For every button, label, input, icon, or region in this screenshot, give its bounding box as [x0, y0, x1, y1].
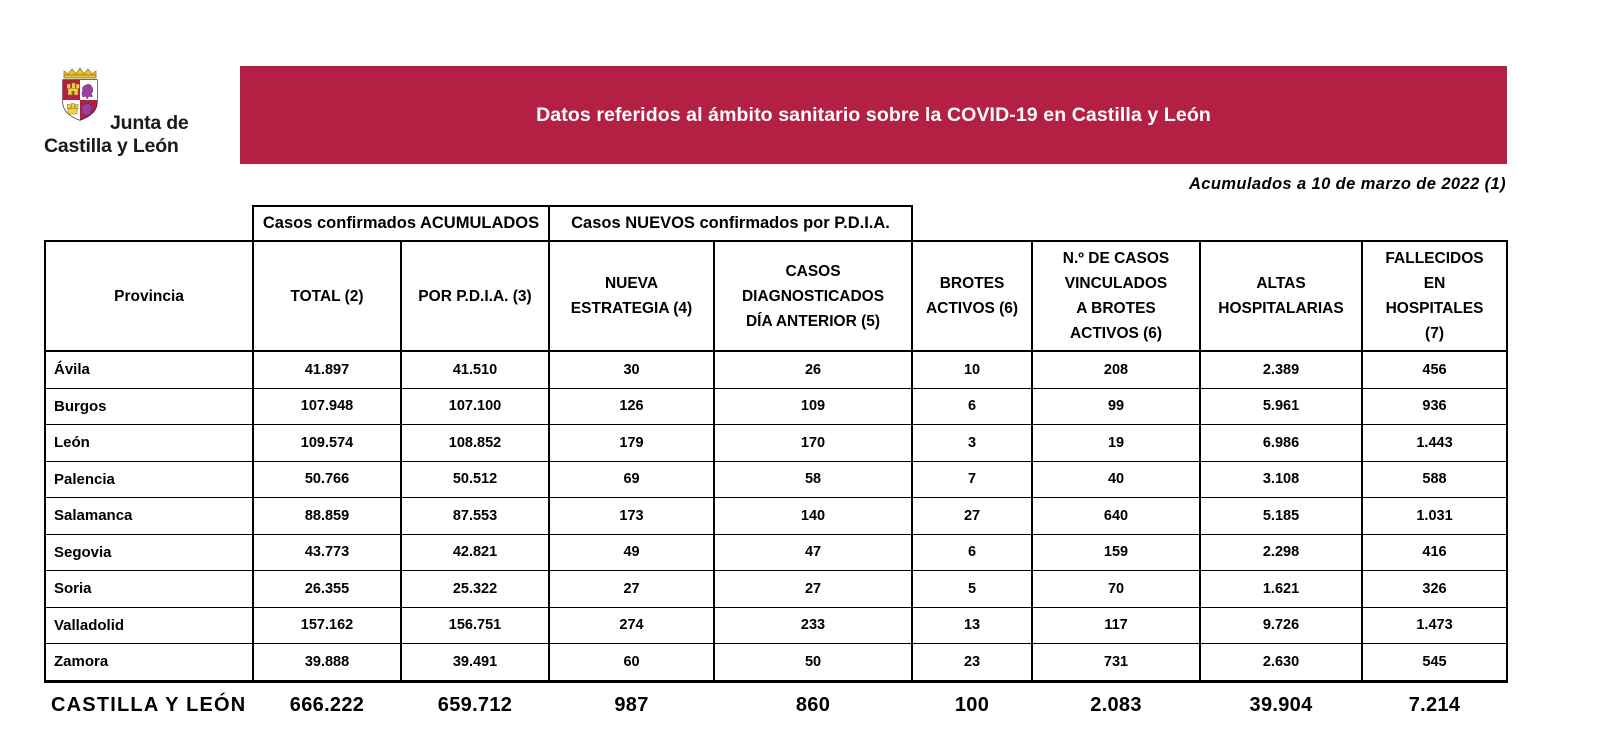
cell-total: 157.162 — [253, 607, 401, 644]
cell-casos-vinculados: 19 — [1032, 425, 1200, 462]
column-header-por-pdia: POR P.D.I.A. (3) — [401, 241, 549, 351]
cell-provincia: Segovia — [45, 534, 253, 571]
table-body — [45, 351, 1507, 681]
cell-altas: 6.986 — [1200, 425, 1362, 462]
cell-provincia: Valladolid — [45, 607, 253, 644]
column-header-brotes-activos: BROTES ACTIVOS (6) — [912, 241, 1032, 351]
junta-logo-line2: Castilla y León — [44, 135, 179, 157]
table-totals-row — [45, 681, 1507, 728]
table-row — [45, 534, 1507, 571]
cell-brotes-activos: 5 — [912, 571, 1032, 608]
cell-provincia: Salamanca — [45, 498, 253, 535]
cell-por-pdia: 39.491 — [401, 644, 549, 682]
cell-nueva-estrategia: 126 — [549, 388, 714, 425]
totals-nueva-estrategia: 987 — [549, 681, 714, 728]
totals-altas: 39.904 — [1200, 681, 1362, 728]
cell-total: 50.766 — [253, 461, 401, 498]
cell-nueva-estrategia: 49 — [549, 534, 714, 571]
table-row — [45, 644, 1507, 682]
page-header — [0, 60, 1600, 170]
cell-total: 41.897 — [253, 351, 401, 388]
totals-por-pdia: 659.712 — [401, 681, 549, 728]
totals-casos-vinculados: 2.083 — [1032, 681, 1200, 728]
cell-dia-anterior: 170 — [714, 425, 912, 462]
cell-nueva-estrategia: 179 — [549, 425, 714, 462]
cell-fallecidos: 545 — [1362, 644, 1507, 682]
cell-por-pdia: 41.510 — [401, 351, 549, 388]
group-header-casos-nuevos: Casos NUEVOS confirmados por P.D.I.A. — [549, 206, 912, 241]
cell-casos-vinculados: 117 — [1032, 607, 1200, 644]
column-header-fallecidos: FALLECIDOS EN HOSPITALES (7) — [1362, 241, 1507, 351]
group-header-empty-right — [912, 206, 1507, 241]
junta-logo — [44, 64, 234, 168]
totals-total: 666.222 — [253, 681, 401, 728]
table-row — [45, 351, 1507, 388]
cell-fallecidos: 326 — [1362, 571, 1507, 608]
cell-dia-anterior: 27 — [714, 571, 912, 608]
column-header-altas-hospitalarias: ALTAS HOSPITALARIAS — [1200, 241, 1362, 351]
cell-altas: 9.726 — [1200, 607, 1362, 644]
cell-provincia: Palencia — [45, 461, 253, 498]
group-header-empty-left — [45, 206, 253, 241]
column-header-casos-vinculados: N.º DE CASOS VINCULADOS A BROTES ACTIVOS (6) — [1032, 241, 1200, 351]
cell-nueva-estrategia: 60 — [549, 644, 714, 682]
covid-data-table — [44, 205, 1508, 728]
cell-brotes-activos: 6 — [912, 388, 1032, 425]
table-row — [45, 607, 1507, 644]
group-header-casos-acumulados: Casos confirmados ACUMULADOS — [253, 206, 549, 241]
banner-title: Datos referidos al ámbito sanitario sobre la COVID-19 en Castilla y León — [536, 103, 1211, 126]
cell-por-pdia: 25.322 — [401, 571, 549, 608]
cell-provincia: Soria — [45, 571, 253, 608]
table-row — [45, 461, 1507, 498]
cell-provincia: Ávila — [45, 351, 253, 388]
table-row — [45, 388, 1507, 425]
cell-altas: 2.389 — [1200, 351, 1362, 388]
cell-brotes-activos: 27 — [912, 498, 1032, 535]
cell-altas: 2.630 — [1200, 644, 1362, 682]
cell-dia-anterior: 140 — [714, 498, 912, 535]
covid-data-table-wrapper — [44, 205, 1506, 728]
cell-nueva-estrategia: 69 — [549, 461, 714, 498]
cell-dia-anterior: 58 — [714, 461, 912, 498]
cell-nueva-estrategia: 30 — [549, 351, 714, 388]
cell-por-pdia: 108.852 — [401, 425, 549, 462]
totals-dia-anterior: 860 — [714, 681, 912, 728]
title-banner — [240, 66, 1507, 164]
table-column-header-row — [45, 241, 1507, 351]
cell-casos-vinculados: 208 — [1032, 351, 1200, 388]
cell-fallecidos: 588 — [1362, 461, 1507, 498]
table-group-header-row — [45, 206, 1507, 241]
column-header-total: TOTAL (2) — [253, 241, 401, 351]
cell-fallecidos: 1.031 — [1362, 498, 1507, 535]
cell-dia-anterior: 26 — [714, 351, 912, 388]
cell-brotes-activos: 6 — [912, 534, 1032, 571]
table-row — [45, 498, 1507, 535]
table-row — [45, 425, 1507, 462]
cell-total: 107.948 — [253, 388, 401, 425]
cell-provincia: León — [45, 425, 253, 462]
junta-logo-text — [44, 112, 234, 158]
cell-dia-anterior: 50 — [714, 644, 912, 682]
cell-casos-vinculados: 159 — [1032, 534, 1200, 571]
totals-label: CASTILLA Y LEÓN — [45, 681, 253, 728]
cell-altas: 5.185 — [1200, 498, 1362, 535]
cell-dia-anterior: 109 — [714, 388, 912, 425]
cell-altas: 3.108 — [1200, 461, 1362, 498]
junta-logo-line1: Junta de — [110, 112, 189, 134]
cell-por-pdia: 42.821 — [401, 534, 549, 571]
cell-casos-vinculados: 99 — [1032, 388, 1200, 425]
cell-brotes-activos: 13 — [912, 607, 1032, 644]
column-header-dia-anterior: CASOS DIAGNOSTICADOS DÍA ANTERIOR (5) — [714, 241, 912, 351]
cell-brotes-activos: 3 — [912, 425, 1032, 462]
cell-fallecidos: 1.443 — [1362, 425, 1507, 462]
cell-nueva-estrategia: 27 — [549, 571, 714, 608]
cell-total: 88.859 — [253, 498, 401, 535]
cell-total: 109.574 — [253, 425, 401, 462]
cell-nueva-estrategia: 173 — [549, 498, 714, 535]
column-header-provincia: Provincia — [45, 241, 253, 351]
cell-total: 26.355 — [253, 571, 401, 608]
cell-por-pdia: 87.553 — [401, 498, 549, 535]
cell-fallecidos: 456 — [1362, 351, 1507, 388]
cell-casos-vinculados: 731 — [1032, 644, 1200, 682]
cell-dia-anterior: 47 — [714, 534, 912, 571]
cell-brotes-activos: 23 — [912, 644, 1032, 682]
totals-brotes-activos: 100 — [912, 681, 1032, 728]
cell-nueva-estrategia: 274 — [549, 607, 714, 644]
cell-casos-vinculados: 640 — [1032, 498, 1200, 535]
cell-altas: 2.298 — [1200, 534, 1362, 571]
table-row — [45, 571, 1507, 608]
cell-casos-vinculados: 70 — [1032, 571, 1200, 608]
cell-fallecidos: 416 — [1362, 534, 1507, 571]
cell-brotes-activos: 10 — [912, 351, 1032, 388]
totals-fallecidos: 7.214 — [1362, 681, 1507, 728]
cell-fallecidos: 1.473 — [1362, 607, 1507, 644]
cell-total: 39.888 — [253, 644, 401, 682]
cell-altas: 1.621 — [1200, 571, 1362, 608]
cell-por-pdia: 156.751 — [401, 607, 549, 644]
cell-casos-vinculados: 40 — [1032, 461, 1200, 498]
cell-provincia: Burgos — [45, 388, 253, 425]
cell-brotes-activos: 7 — [912, 461, 1032, 498]
column-header-nueva-estrategia: NUEVA ESTRATEGIA (4) — [549, 241, 714, 351]
cell-provincia: Zamora — [45, 644, 253, 682]
cell-fallecidos: 936 — [1362, 388, 1507, 425]
cell-dia-anterior: 233 — [714, 607, 912, 644]
cell-por-pdia: 107.100 — [401, 388, 549, 425]
accumulated-date-note: Acumulados a 10 de marzo de 2022 (1) — [1188, 175, 1506, 193]
cell-total: 43.773 — [253, 534, 401, 571]
cell-por-pdia: 50.512 — [401, 461, 549, 498]
cell-altas: 5.961 — [1200, 388, 1362, 425]
